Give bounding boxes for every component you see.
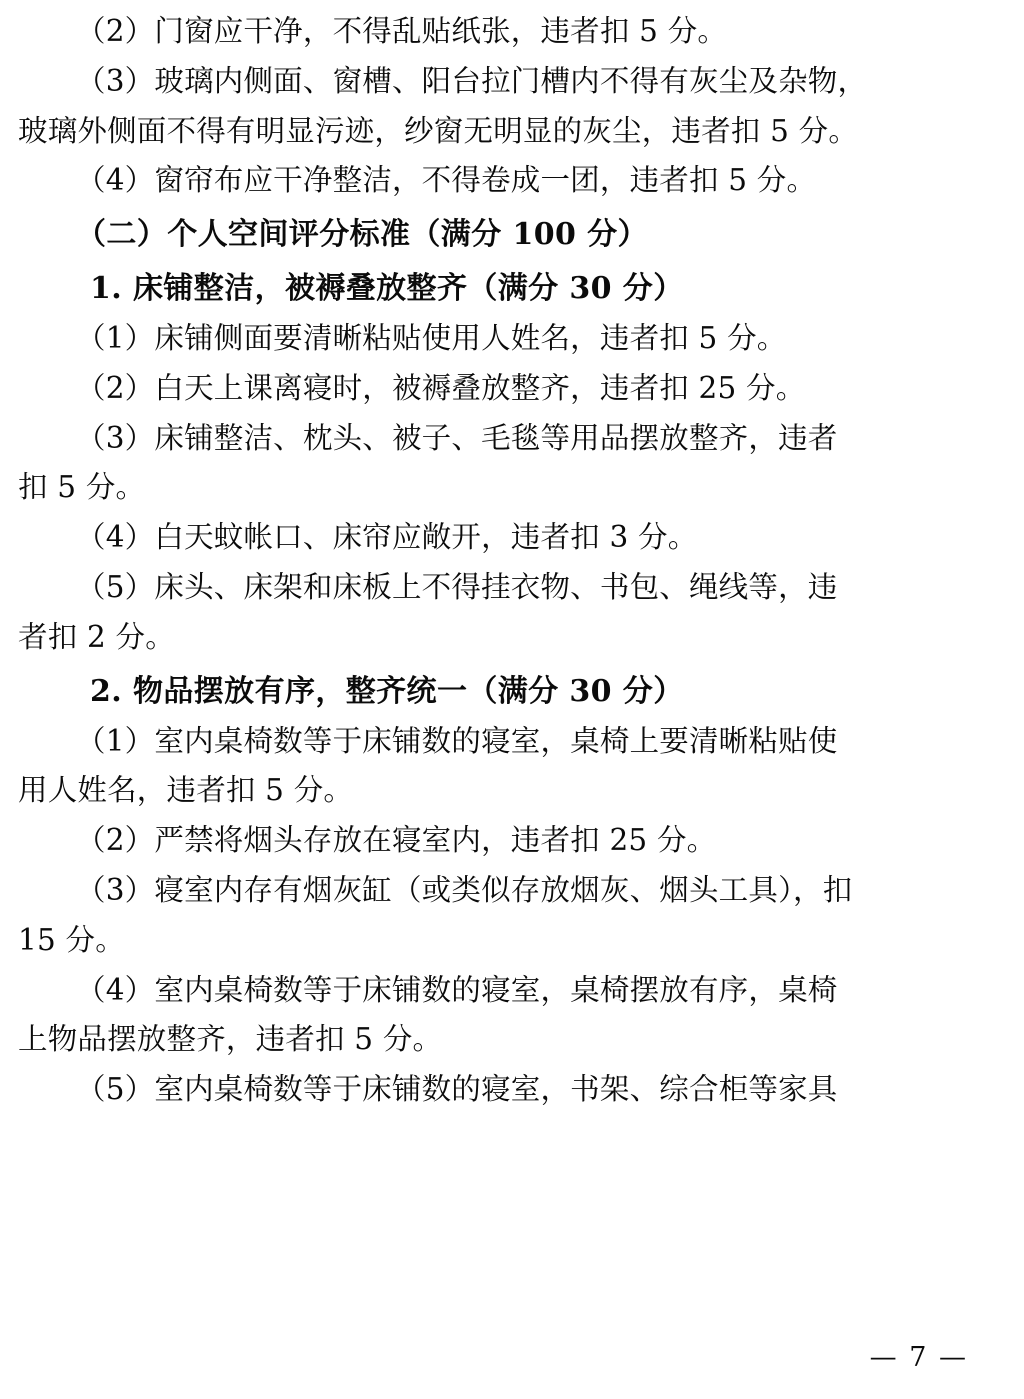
subsection-heading: 1. 床铺整洁，被褥叠放整齐（满分 30 分）	[90, 271, 684, 307]
paragraph-line: （2）门窗应干净，不得乱贴纸张，违者扣 5 分。	[76, 14, 728, 48]
paragraph-line: （4）室内桌椅数等于床铺数的寝室，桌椅摆放有序，桌椅	[76, 972, 838, 1007]
paragraph-line: （5）床头、床架和床板上不得挂衣物、书包、绳线等，违	[76, 570, 838, 605]
paragraph-line: 扣 5 分。	[18, 470, 146, 505]
paragraph-line: （3）床铺整洁、枕头、被子、毛毯等用品摆放整齐，违者	[76, 420, 838, 455]
paragraph-line: 用人姓名，违者扣 5 分。	[18, 773, 354, 808]
paragraph-line: （2）白天上课离寝时，被褥叠放整齐，违者扣 25 分。	[76, 370, 806, 405]
paragraph-line: （4）白天蚊帐口、床帘应敞开，违者扣 3 分。	[76, 520, 698, 555]
paragraph-line: （3）寝室内存有烟灰缸（或类似存放烟灰、烟头工具），扣	[76, 872, 853, 907]
paragraph-line: （4）窗帘布应干净整洁，不得卷成一团，违者扣 5 分。	[76, 163, 817, 198]
section-heading: （二）个人空间评分标准（满分 100 分）	[76, 217, 648, 253]
paragraph-line: （1）室内桌椅数等于床铺数的寝室，桌椅上要清晰粘贴使	[76, 723, 838, 758]
page-number: — 7 —	[869, 1342, 968, 1373]
paragraph-line: 上物品摆放整齐，违者扣 5 分。	[18, 1022, 443, 1057]
document-body	[18, 8, 976, 1114]
paragraph-line: （1）床铺侧面要清晰粘贴使用人姓名，违者扣 5 分。	[76, 321, 787, 356]
paragraph-line: （3）玻璃内侧面、窗槽、阳台拉门槽内不得有灰尘及杂物，	[76, 63, 868, 98]
paragraph-line: 者扣 2 分。	[18, 619, 175, 654]
paragraph-line: 玻璃外侧面不得有明显污迹，纱窗无明显的灰尘，违者扣 5 分。	[18, 113, 859, 148]
paragraph-line: （5）室内桌椅数等于床铺数的寝室，书架、综合柜等家具	[76, 1072, 838, 1107]
paragraph-line: （2）严禁将烟头存放在寝室内，违者扣 25 分。	[76, 823, 717, 858]
subsection-heading: 2. 物品摆放有序，整齐统一（满分 30 分）	[90, 673, 684, 709]
paragraph-line: 15 分。	[18, 922, 125, 957]
